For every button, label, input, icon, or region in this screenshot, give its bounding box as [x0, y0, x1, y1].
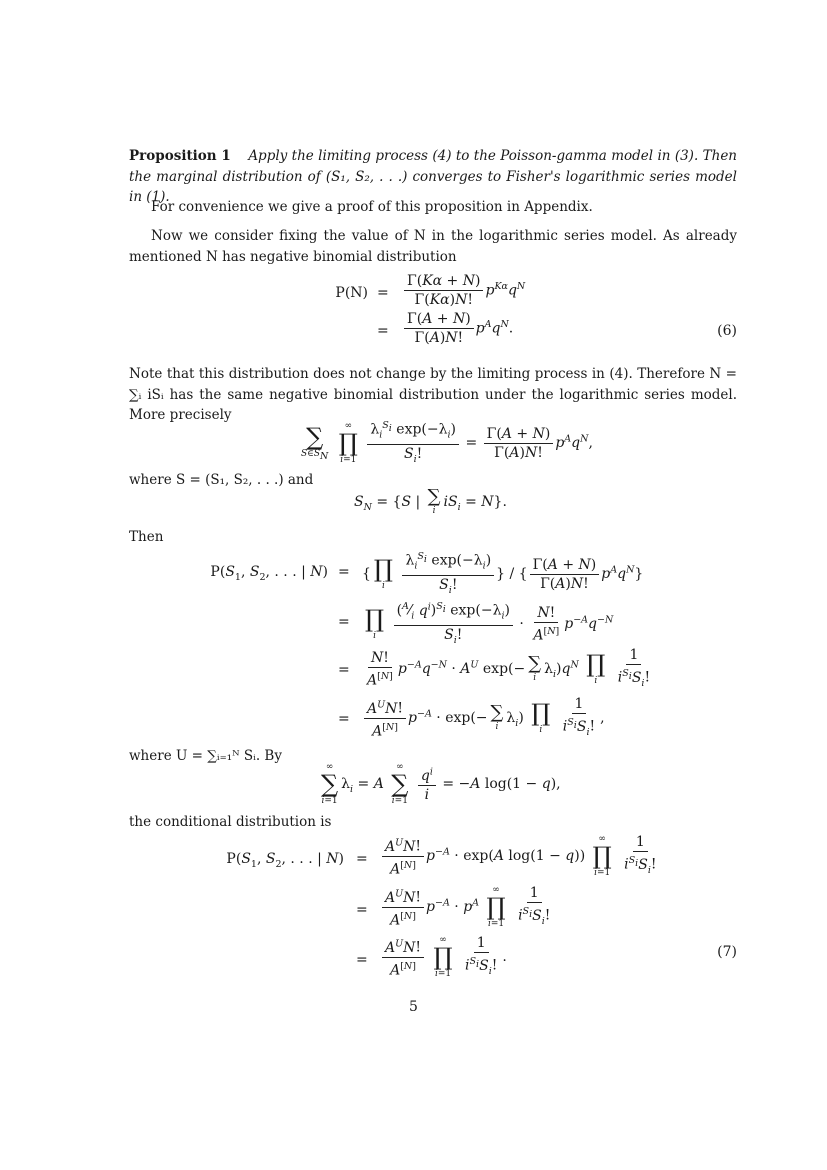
- paragraph-conditional: the conditional distribution is: [129, 814, 332, 830]
- page-number: 5: [409, 999, 418, 1015]
- eq6-number: (6): [717, 323, 737, 339]
- eq7-rel2: =: [356, 902, 368, 918]
- eq7-rel1: =: [356, 851, 368, 867]
- deriv-rel4: =: [338, 711, 350, 727]
- deriv-rel3: =: [338, 662, 350, 678]
- eq7-lhs: $P(S_1$, $S_2$, . . . | N): [226, 851, 344, 870]
- deriv-line3: $\frac{N!}{A^{[N]}}$ $p^{-A}q^{-N} \cdot A^U$ exp(− ∑ i $\lambda_i)q^N$ ∏ i $\frac{1}{i^{S_i}S_i!}$: [367, 647, 651, 689]
- eq7-line3: $\frac{A^UN!}{A^{[N]}}$ ∞ ∏ i=1 $\frac{1}{i^{S_i}S_i!}$ .: [380, 934, 507, 980]
- proposition-label: Proposition 1: [129, 148, 231, 164]
- deriv-rel2: =: [338, 614, 350, 630]
- eq-lambda-sum: ∞ ∑ i=1 $\lambda_i = A$ ∞ ∑ i=1 $\frac{q^i}{i}$ = −A log(1 − q),: [321, 762, 561, 806]
- paragraph-fixing-n: Now we consider fixing the value of N in the logarithmic series model. As already mentioned N has negative binomial distribution: [129, 228, 737, 265]
- eq-sn-def: $S_N = \{S$ | ∑ i $iS_i = N$}.: [354, 486, 507, 516]
- paragraph-where-s: where S = (S₁, S₂, . . .) and: [129, 472, 314, 488]
- paragraph-note: Note that this distribution does not change by the limiting process in (4). Therefore N = ∑ᵢ iSᵢ has the same negative binomial distribution under the logarithmic series model. More precisely: [129, 366, 737, 423]
- eq6-line2: $\frac{\Gamma(A + N)}{\Gamma(A)N!}$ $p^Aq^N$.: [402, 310, 513, 347]
- eq7-rel3: =: [356, 952, 368, 968]
- deriv-line4: $\frac{A^UN!}{A^{[N]}}$ $p^{-A} \cdot \exp(-$ ∑ i $\lambda_i$) ∏ i $\frac{1}{i^{S_i}S_i!}$ ,: [362, 695, 605, 741]
- paragraph-where-u: where U = ∑ᵢ₌₁ᴺ Sᵢ. By: [129, 748, 282, 764]
- eq7-number: (7): [717, 944, 737, 960]
- proposition-text: Apply the limiting process (4) to the Poisson-gamma model in (3). Then the marginal distribution of (S₁, S₂, . . .) converges to Fisher's logarithmic series model in (1).: [129, 148, 738, 205]
- eq7-line2: $\frac{A^UN!}{A^{[N]}}$ $p^{-A} \cdot p^A$ ∞ ∏ i=1 $\frac{1}{i^{S_i}S_i!}$: [380, 884, 555, 930]
- deriv-lhs: $P(S_1$, $S_2$, . . . | N): [210, 564, 328, 583]
- eq-precise: ∑ $S\in S_N$ ∞ ∏ i=1 $\frac{\lambda_i^{S_i} \exp(-\lambda_i)}{S_i!}$ = $\frac{\Gamma(A + N)}{\Gamma(A)N!}$ $p^Aq^N$,: [298, 417, 593, 469]
- eq6-lhs: P(N): [335, 285, 368, 301]
- paragraph-convenience: For convenience we give a proof of this proposition in Appendix.: [151, 199, 593, 215]
- eq6-rel1: =: [377, 285, 389, 301]
- deriv-line1: { ∏ i $\frac{\lambda_i^{S_i} \exp(-\lambda_i)}{S_i!}$ } / { $\frac{\Gamma(A + N)}{\Gamma(A)N!}$ $p^Aq^N$}: [362, 548, 643, 600]
- paragraph-then: Then: [129, 529, 164, 545]
- eq6-line1: $\frac{\Gamma(K\alpha + N)}{\Gamma(K\alpha)N!}$ $p^{K\alpha}q^N$: [402, 272, 525, 309]
- eq6-rel2: =: [377, 323, 389, 339]
- deriv-line2: ∏ i $\frac{(^A⁄_i q^i)^{S_i} \exp(-\lambda_i)}{S_i!}$ · $\frac{N!}{A^{[N]}}$ $p^{-A}q^{-N}$: [362, 598, 613, 650]
- eq7-line1: $\frac{A^UN!}{A^{[N]}}$ $p^{-A} \cdot \exp(A$ log(1 − q)) ∞ ∏ i=1 $\frac{1}{i^{S_i}S_i!}$: [380, 833, 662, 879]
- deriv-rel1: =: [338, 564, 350, 580]
